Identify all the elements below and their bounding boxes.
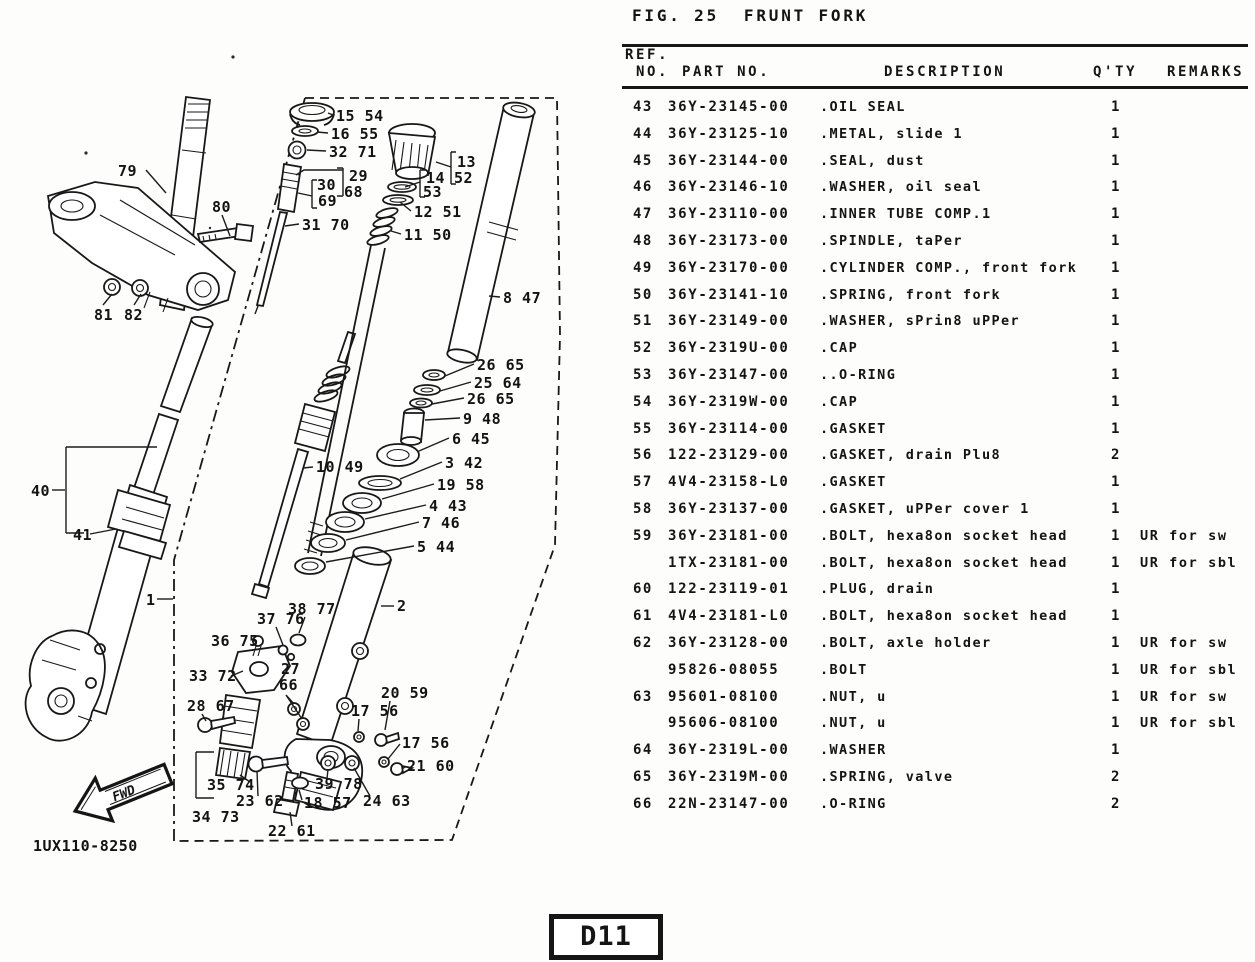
qty-cell: 2 [1111,447,1120,464]
part-ref-label: 15 54 [336,107,384,125]
table-row [622,447,1248,467]
part-ref-label: 28 67 [187,697,235,715]
table-row [622,608,1248,628]
table-row [622,233,1248,253]
qty-cell: 1 [1111,152,1120,169]
table-row [622,206,1248,226]
ref-cell: 65 [633,769,653,785]
ref-cell: 56 [633,447,653,464]
part-no-cell: 122-23119-01 [668,581,790,598]
description-cell: .SPRING, valve [820,769,954,785]
part-ref-label: 40 [31,482,51,500]
ref-cell: 46 [633,179,653,196]
description-cell: .CYLINDER COMP., front fork [820,259,1078,276]
part-ref-label: 33 72 [189,667,237,685]
table-row [622,313,1248,333]
table-row [622,635,1248,655]
table-rule-header [622,86,1248,89]
part-ref-label: 17 56 [351,702,399,720]
part-ref-label: 24 63 [363,792,411,810]
part-ref-label: 29 [349,167,369,185]
qty-cell: 2 [1111,769,1120,785]
leader-line [146,170,166,193]
part-ref-label: 20 59 [381,684,429,702]
part-no-cell: 36Y-23173-00 [668,233,790,249]
ref-cell: 54 [633,393,653,410]
part-ref-label: 53 [423,183,443,201]
description-cell: .PLUG, drain [820,581,935,598]
page-code-badge [549,914,663,960]
qty-cell: 2 [1111,795,1120,812]
description-cell: .SPINDLE, taPer [820,233,963,249]
col-header-remarks: REMARKS [1167,64,1245,80]
qty-cell: 1 [1111,635,1120,651]
part-ref-label: 13 [457,153,477,171]
part-no-cell: 36Y-23114-00 [668,420,790,437]
description-cell: .BOLT, hexa8on socket head [820,527,1068,544]
qty-cell: 1 [1111,420,1120,437]
ref-cell: 55 [633,420,653,437]
table-row [622,474,1248,494]
part-no-cell: 36Y-2319W-00 [668,393,790,410]
fwd-arrow-icon [67,752,177,832]
ref-cell: 61 [633,608,653,625]
qty-cell: 1 [1111,742,1120,759]
remarks-cell: UR for sw [1140,527,1228,544]
leader-line [358,719,359,731]
col-header-ref-line1: REF. [625,47,670,63]
part-no-cell: 36Y-23110-00 [668,206,790,223]
table-row [622,689,1248,709]
qty-cell: 1 [1111,715,1120,732]
description-cell: .CAP [820,340,859,357]
qty-cell: 1 [1111,367,1120,383]
part-no-cell: 122-23129-00 [668,447,790,464]
remarks-cell: UR for sbl [1140,661,1238,678]
qty-cell: 1 [1111,313,1120,330]
part-no-cell: 36Y-23147-00 [668,367,790,383]
ref-cell: 45 [633,152,653,169]
description-cell: .CAP [820,393,859,410]
qty-cell: 1 [1111,340,1120,357]
table-row [622,528,1248,548]
inner-tube-drawing [446,100,536,365]
ref-cell: 48 [633,233,653,249]
table-row [622,99,1248,119]
part-ref-label: 38 77 [288,600,336,618]
ref-cell: 43 [633,99,653,115]
part-ref-label: 27 [281,660,301,678]
part-ref-label: 12 51 [414,203,462,221]
part-no-cell: 36Y-2319M-00 [668,769,790,785]
qty-cell: 1 [1111,206,1120,223]
qty-cell: 1 [1111,393,1120,410]
description-cell: .NUT, u [820,715,887,732]
table-row [622,555,1248,575]
part-ref-label: 81 [94,306,114,324]
part-ref-label: 82 [124,306,144,324]
leader-line [419,438,449,451]
table-row [622,126,1248,146]
description-cell: .WASHER, sPrin8 uPPer [820,313,1021,330]
part-ref-label: 31 70 [302,216,350,234]
part-no-cell: 36Y-23141-10 [668,286,790,303]
table-row [622,340,1248,360]
description-cell: .O-RING [820,795,887,812]
part-ref-label: 30 [317,176,337,194]
description-cell: .BOLT, hexa8on socket head [820,608,1068,625]
qty-cell: 1 [1111,99,1120,115]
part-ref-label: 26 65 [467,390,515,408]
leader-line [307,150,326,151]
qty-cell: 1 [1111,554,1120,571]
part-ref-label: 41 [73,526,93,544]
part-no-cell: 4V4-23158-L0 [668,474,790,491]
part-no-cell: 36Y-23128-00 [668,635,790,651]
description-cell: .SEAL, dust [820,152,925,169]
table-row [622,260,1248,280]
ref-cell: 59 [633,527,653,544]
ref-cell: 44 [633,125,653,142]
ref-cell: 63 [633,688,653,705]
ref-cell: 57 [633,474,653,491]
fiche-code: 1UX110-8250 [33,837,138,855]
part-ref-label: 14 [426,169,446,187]
leader-line [303,467,313,468]
figure-title: FIG. 25 FRUNT FORK [632,6,869,25]
part-ref-label: 37 76 [257,610,305,628]
qty-cell: 1 [1111,233,1120,249]
table-row [622,715,1248,735]
part-ref-label: 80 [212,198,232,216]
ref-cell: 49 [633,259,653,276]
part-ref-label: 52 [454,169,474,187]
part-ref-label: 19 58 [437,476,485,494]
exploded-diagram [0,0,622,880]
part-ref-label: 39 78 [315,775,363,793]
table-row [622,662,1248,682]
description-cell: .NUT, u [820,688,887,705]
part-no-cell: 36Y-23170-00 [668,259,790,276]
leader-line [388,744,400,759]
qty-cell: 1 [1111,179,1120,196]
qty-cell: 1 [1111,125,1120,142]
left-fork-leg-drawing [26,315,214,741]
part-no-cell: 36Y-23144-00 [668,152,790,169]
ref-cell: 51 [633,313,653,330]
part-ref-label: 8 47 [503,289,542,307]
part-no-cell: 36Y-23125-10 [668,125,790,142]
col-header-ref-line2: NO. [636,64,670,80]
part-no-cell: 36Y-23181-00 [668,527,790,544]
leader-line [285,224,299,226]
part-ref-label: 32 71 [329,143,377,161]
description-cell: .METAL, slide 1 [820,125,963,142]
ref-cell: 66 [633,795,653,812]
qty-cell: 1 [1111,474,1120,491]
qty-cell: 1 [1111,527,1120,544]
description-cell: ..O-RING [820,367,897,383]
part-ref-label: 26 65 [477,356,525,374]
qty-cell: 1 [1111,259,1120,276]
part-ref-label: 3 42 [445,454,484,472]
table-row [622,796,1248,816]
part-ref-label: 16 55 [331,125,379,143]
part-ref-label: 69 [318,192,338,210]
leader-line [317,132,328,133]
qty-cell: 1 [1111,581,1120,598]
part-ref-label: 1 [146,591,156,609]
fwd-label: FWD [110,782,138,806]
part-ref-label: 10 49 [316,458,364,476]
table-row [622,581,1248,601]
leader-line [276,627,283,645]
description-cell: .GASKET, uPPer cover 1 [820,501,1030,517]
part-no-cell: 36Y-23149-00 [668,313,790,330]
qty-cell: 1 [1111,661,1120,678]
table-row [622,769,1248,789]
part-ref-label: 68 [344,183,364,201]
part-ref-label: 17 56 [402,734,450,752]
page-code: D11 [580,920,632,952]
col-header-description: DESCRIPTION [884,64,1006,80]
description-cell: .GASKET, drain Plu8 [820,447,1002,464]
part-ref-label: 23 62 [236,792,284,810]
part-ref-label: 79 [118,162,138,180]
remarks-cell: UR for sw [1140,635,1228,651]
ref-cell: 47 [633,206,653,223]
outer-tube-drawing [285,544,393,810]
part-no-cell: 95606-08100 [668,715,780,732]
table-row [622,394,1248,414]
ref-cell: 64 [633,742,653,759]
ref-cell: 52 [633,340,653,357]
table-row [622,179,1248,199]
leader-line [489,296,500,297]
col-header-part-no: PART NO. [682,64,771,80]
leader-line [445,364,474,376]
part-no-cell: 4V4-23181-L0 [668,608,790,625]
description-cell: .OIL SEAL [820,99,906,115]
part-ref-label: 66 [279,676,299,694]
remarks-cell: UR for sbl [1140,554,1238,571]
leader-line [103,294,112,305]
description-cell: .SPRING, front fork [820,286,1002,303]
description-cell: .BOLT, axle holder [820,635,992,651]
part-ref-label: 18 57 [304,794,352,812]
part-ref-label: 5 44 [417,538,456,556]
leader-line [432,398,464,404]
table-row [622,742,1248,762]
table-row [622,367,1248,387]
part-no-cell: 95826-08055 [668,661,780,678]
leader-line [425,418,460,420]
part-ref-label: 22 61 [268,822,316,840]
part-no-cell: 36Y-2319L-00 [668,742,790,759]
part-no-cell: 36Y-23137-00 [668,501,790,517]
part-ref-label: 21 60 [407,757,455,775]
part-no-cell: 1TX-23181-00 [668,554,790,571]
part-no-cell: 22N-23147-00 [668,795,790,812]
description-cell: .GASKET [820,420,887,437]
remarks-cell: UR for sw [1140,688,1228,705]
description-cell: .BOLT [820,661,868,678]
col-header-qty: Q'TY [1093,64,1138,80]
qty-cell: 1 [1111,608,1120,625]
part-no-cell: 36Y-23145-00 [668,99,790,115]
ref-cell: 53 [633,367,653,383]
table-row [622,421,1248,441]
ref-cell: 60 [633,581,653,598]
part-ref-label: 7 46 [422,514,461,532]
part-ref-label: 36 75 [211,632,259,650]
ref-cell: 58 [633,501,653,517]
description-cell: .BOLT, hexa8on socket head [820,554,1068,571]
qty-cell: 1 [1111,286,1120,303]
remarks-cell: UR for sbl [1140,715,1238,732]
part-no-cell: 36Y-23146-10 [668,179,790,196]
description-cell: .INNER TUBE COMP.1 [820,206,992,223]
table-row [622,501,1248,521]
qty-cell: 1 [1111,501,1120,517]
part-ref-label: 11 50 [404,226,452,244]
part-ref-label: 34 73 [192,808,240,826]
qty-cell: 1 [1111,688,1120,705]
part-ref-label: 2 [397,597,407,615]
leader-line [391,231,401,234]
description-cell: .WASHER, oil seal [820,179,982,196]
ref-cell: 62 [633,635,653,651]
parts-table [622,0,1250,830]
table-rule-top [622,44,1248,47]
part-ref-label: 9 48 [463,410,502,428]
part-ref-label: 25 64 [474,374,522,392]
table-row [622,287,1248,307]
ref-cell: 50 [633,286,653,303]
description-cell: .GASKET [820,474,887,491]
leader-line [90,529,116,534]
part-ref-label: 4 43 [429,497,468,515]
part-ref-label: 6 45 [452,430,491,448]
part-no-cell: 36Y-2319U-00 [668,340,790,357]
description-cell: .WASHER [820,742,887,759]
table-row [622,153,1248,173]
part-ref-label: 35 74 [207,776,255,794]
part-no-cell: 95601-08100 [668,688,780,705]
